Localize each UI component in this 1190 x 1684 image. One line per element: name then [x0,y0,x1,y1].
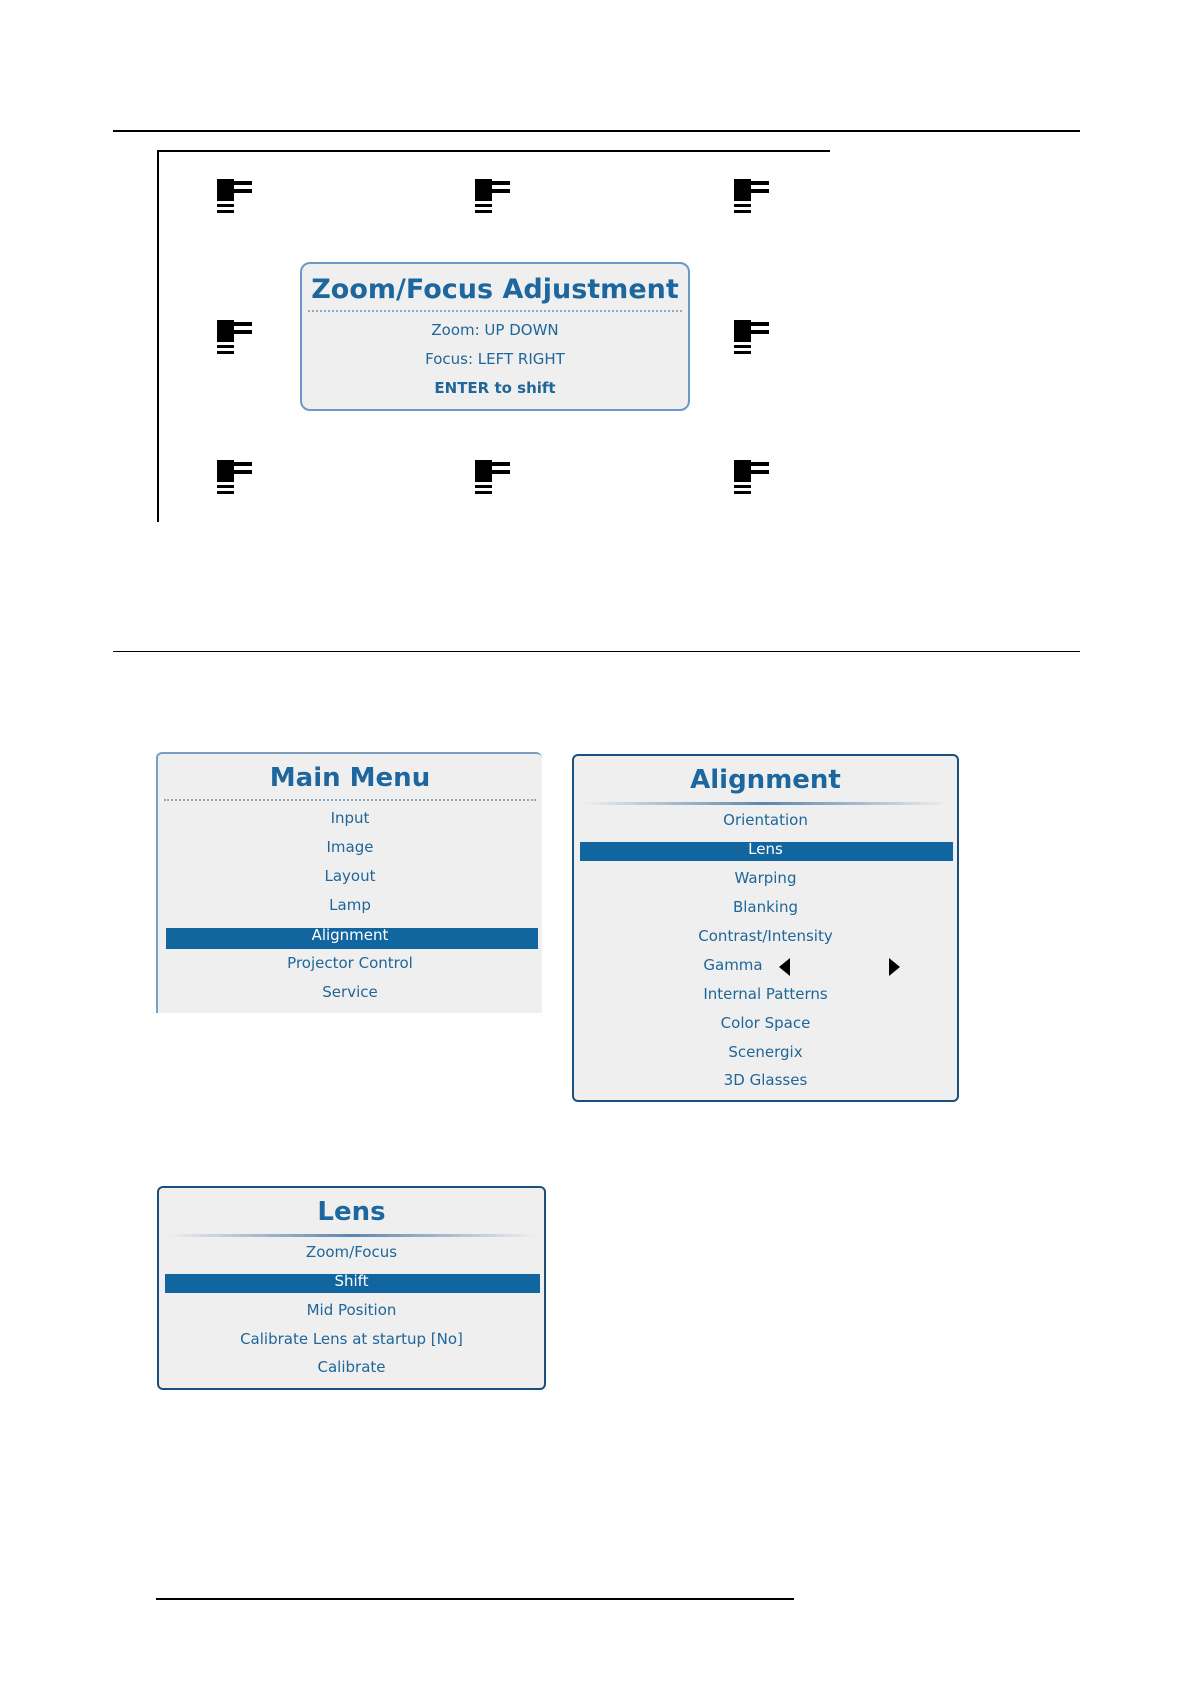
menu-item-3d-glasses[interactable]: 3D Glasses [723,1071,808,1089]
menu-item-blanking[interactable]: Blanking [732,898,799,916]
enter-instruction: ENTER to shift [434,379,556,397]
menu-item-internal-patterns[interactable]: Internal Patterns [703,985,828,1003]
menu-item-calibrate-at-startup[interactable]: Calibrate Lens at startup [No] [240,1330,463,1348]
main-menu [156,752,542,1013]
menu-item-alignment[interactable]: Alignment [311,926,389,944]
menu-item-lens[interactable]: Lens [748,840,783,858]
zoom-focus-dialog [300,262,690,411]
focus-marker-icon [217,320,257,356]
arrow-left-icon[interactable] [779,958,790,976]
menu-item-color-space[interactable]: Color Space [720,1014,811,1032]
dialog-divider [308,310,682,312]
focus-marker-icon [475,460,515,496]
focus-marker-icon [734,460,774,496]
menu-item-contrast-intensity[interactable]: Contrast/Intensity [698,927,833,945]
lens-menu-title: Lens [317,1197,386,1227]
lens-menu [157,1186,546,1390]
menu-item-gamma[interactable]: Gamma [703,956,763,974]
menu-item-scenergix[interactable]: Scenergix [728,1043,803,1061]
menu-item-service[interactable]: Service [322,983,378,1001]
alignment-divider [582,802,949,805]
focus-instruction: Focus: LEFT RIGHT [425,350,565,368]
alignment-menu [572,754,959,1102]
menu-item-layout[interactable]: Layout [324,867,376,885]
menu-item-mid-position[interactable]: Mid Position [306,1301,397,1319]
section-rule [113,651,1080,652]
menu-item-orientation[interactable]: Orientation [723,811,808,829]
alignment-menu-title: Alignment [690,765,841,795]
footer-rule [156,1598,794,1600]
menu-item-image[interactable]: Image [326,838,374,856]
focus-marker-icon [217,179,257,215]
menu-item-input[interactable]: Input [330,809,370,827]
menu-item-calibrate[interactable]: Calibrate [317,1358,386,1376]
zoom-instruction: Zoom: UP DOWN [431,321,559,339]
focus-marker-icon [734,320,774,356]
header-rule [113,130,1080,132]
menu-item-lamp[interactable]: Lamp [329,896,371,914]
menu-item-projector-control[interactable]: Projector Control [287,954,413,972]
focus-marker-icon [734,179,774,215]
dialog-title: Zoom/Focus Adjustment [311,274,679,305]
main-menu-divider [164,799,536,801]
focus-marker-icon [217,460,257,496]
lens-divider [167,1234,536,1237]
menu-item-zoom-focus[interactable]: Zoom/Focus [305,1243,398,1261]
pattern-frame-left [157,150,159,522]
pattern-frame-top [157,150,830,152]
focus-marker-icon [475,179,515,215]
main-menu-title: Main Menu [269,763,431,793]
arrow-right-icon[interactable] [889,958,900,976]
menu-item-shift[interactable]: Shift [334,1272,369,1290]
menu-item-warping[interactable]: Warping [734,869,797,887]
